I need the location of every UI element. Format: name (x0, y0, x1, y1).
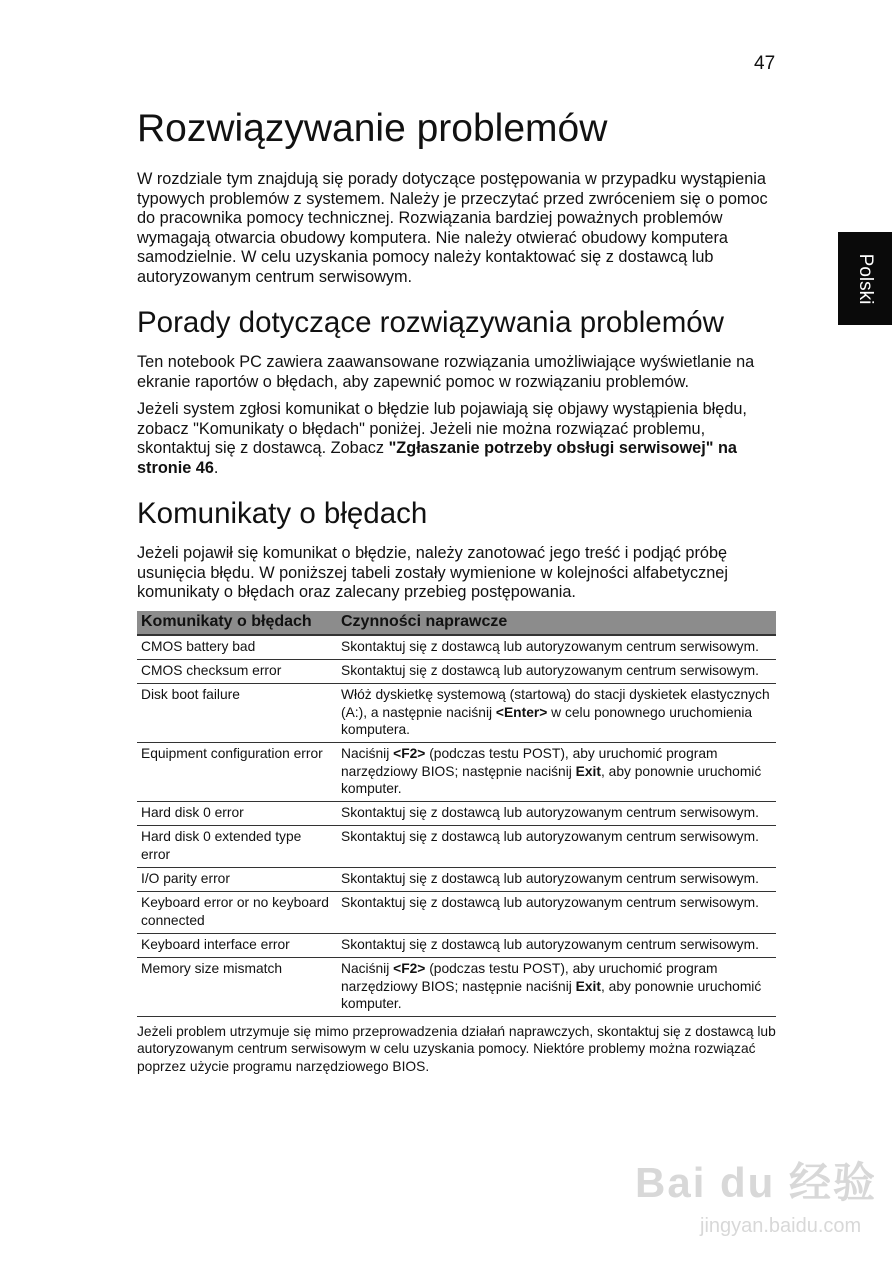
section-heading-tips: Porady dotyczące rozwiązywania problemów (137, 306, 724, 339)
error-message: Disk boot failure (137, 684, 337, 743)
error-message: Keyboard error or no keyboard connected (137, 892, 337, 934)
table-row (137, 660, 776, 684)
error-message: Keyboard interface error (137, 933, 337, 957)
text: Skontaktuj się z dostawcą lub autoryzowanym centrum serwisowym. (341, 638, 759, 654)
text: Włóż dyskietkę systemową (startową) do stacji dyskietek elastycznych (A:), a następnie naciśnij (341, 687, 770, 720)
content (137, 104, 777, 1083)
key-name: Exit (575, 763, 601, 779)
table-row (137, 958, 776, 1017)
error-message: Hard disk 0 extended type error (137, 826, 337, 868)
text: Skontaktuj się z dostawcą lub autoryzowanym centrum serwisowym. (341, 871, 759, 887)
baidu-watermark: Bai du 经验 (635, 1159, 878, 1206)
text: Naciśnij (341, 961, 394, 977)
error-message: CMOS battery bad (137, 635, 337, 660)
column-header-messages: Komunikaty o błędach (137, 611, 337, 635)
text: . (213, 458, 219, 477)
baidu-watermark-url: jingyan.baidu.com (700, 1215, 862, 1237)
error-message: CMOS checksum error (137, 660, 337, 684)
page-number: 47 (754, 53, 776, 74)
corrective-action (337, 868, 776, 892)
tips-paragraph-1: Ten notebook PC zawiera zaawansowane rozwiązania umożliwiające wyświetlanie na ekranie raportów o błędach, aby zapewnić pomoc w rozwiązaniu problemów. (137, 353, 755, 391)
table-row (137, 892, 776, 934)
corrective-action (337, 826, 776, 868)
corrective-action (337, 892, 776, 934)
key-name: Exit (575, 978, 601, 994)
section-heading-errors: Komunikaty o błędach (137, 497, 428, 530)
text: Skontaktuj się z dostawcą lub autoryzowanym centrum serwisowym. (341, 829, 759, 845)
table-row (137, 802, 776, 826)
footer-paragraph: Jeżeli problem utrzymuje się mimo przeprowadzenia działań naprawczych, skontaktuj się z dostawcą lub autoryzowanym centrum serwisowym w celu uzyskania pomocy. Niektóre problemy można rozwiązać poprzez użycie programu narzędziowego BIOS. (137, 1024, 776, 1074)
language-tab (838, 232, 892, 325)
error-messages-table (137, 611, 776, 1018)
column-header-actions: Czynności naprawcze (337, 611, 776, 635)
page-title: Rozwiązywanie problemów (137, 107, 608, 150)
text: , aby ponownie uruchomić komputer. (341, 763, 762, 796)
text: (podczas testu POST), aby uruchomić program narzędziowy BIOS; następnie naciśnij (341, 746, 718, 779)
text: Skontaktuj się z dostawcą lub autoryzowanym centrum serwisowym. (341, 663, 759, 679)
corrective-action (337, 684, 776, 743)
error-message: I/O parity error (137, 868, 337, 892)
corrective-action (337, 802, 776, 826)
text: Skontaktuj się z dostawcą lub autoryzowanym centrum serwisowym. (341, 805, 759, 821)
text: Skontaktuj się z dostawcą lub autoryzowanym centrum serwisowym. (341, 895, 759, 911)
errors-paragraph: Jeżeli pojawił się komunikat o błędzie, należy zanotować jego treść i podjąć próbę usunięcia błędu. W poniższej tabeli zostały wymienione w kolejności alfabetycznej komunikaty o błędach oraz zalecany przebieg postępowania. (137, 544, 728, 601)
key-name: <Enter> (495, 704, 548, 720)
table-row (137, 743, 776, 802)
error-message: Hard disk 0 error (137, 802, 337, 826)
corrective-action (337, 635, 776, 660)
error-message: Memory size mismatch (137, 958, 337, 1017)
corrective-action (337, 958, 776, 1017)
tips-paragraph-2 (137, 400, 777, 478)
table-row (137, 684, 776, 743)
text: w celu ponownego uruchomienia komputera. (341, 704, 753, 737)
text: Naciśnij (341, 746, 394, 762)
table-row (137, 635, 776, 660)
key-name: <F2> (393, 746, 426, 762)
text: , aby ponownie uruchomić komputer. (341, 978, 762, 1011)
cross-reference-link[interactable]: "Zgłaszanie potrzeby obsługi serwisowej" na stronie 46 (137, 439, 737, 477)
table-row (137, 826, 776, 868)
intro-paragraph: W rozdziale tym znajdują się porady dotyczące postępowania w przypadku wystąpienia typowych problemów z systemem. Należy je przeczytać przed zwróceniem się o pomoc do pracownika pomocy technicznej. Rozwiązania bardziej poważnych problemów wymagają otwarcia obudowy komputera. Nie należy otwierać obudowy komputera samodzielnie. W celu uzyskania pomocy należy kontaktować się z dostawcą lub autoryzowanym centrum serwisowym. (137, 170, 768, 286)
corrective-action (337, 933, 776, 957)
text: Skontaktuj się z dostawcą lub autoryzowanym centrum serwisowym. (341, 936, 759, 952)
language-tab-label: Polski (855, 253, 876, 304)
corrective-action (337, 660, 776, 684)
text: (podczas testu POST), aby uruchomić program narzędziowy BIOS; następnie naciśnij (341, 961, 718, 994)
corrective-action (337, 743, 776, 802)
table-row (137, 868, 776, 892)
key-name: <F2> (393, 961, 426, 977)
text: Jeżeli system zgłosi komunikat o błędzie lub pojawiają się objawy wystąpienia błędu, zobacz "Komunikaty o błędach" poniżej. Jeżeli nie można rozwiązać problemu, skontaktuj się z dostawcą. Zobacz (137, 400, 747, 457)
table-row (137, 933, 776, 957)
error-message: Equipment configuration error (137, 743, 337, 802)
